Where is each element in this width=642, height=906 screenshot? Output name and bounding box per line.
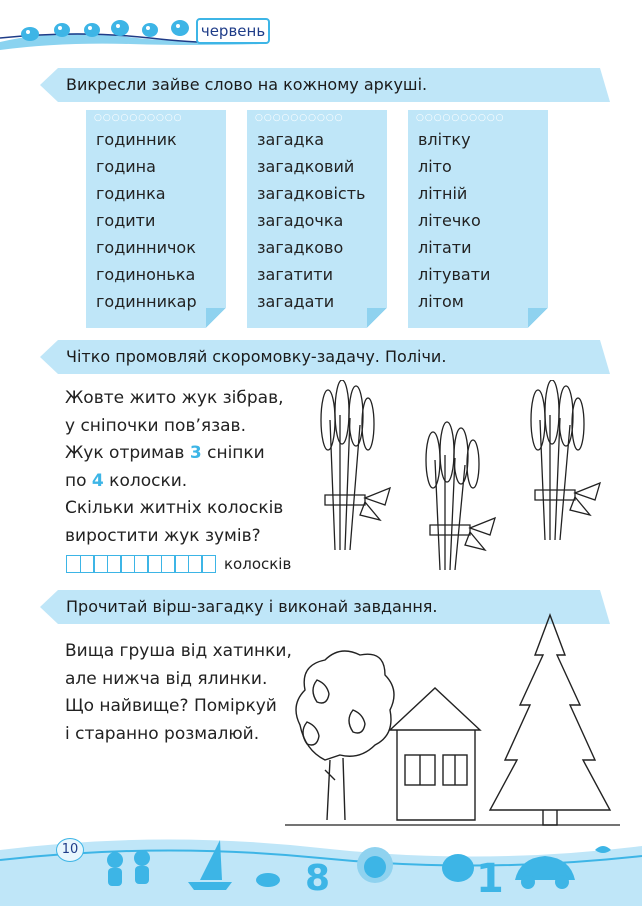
wheat-sheaves-illustration xyxy=(290,380,620,580)
number-one-icon: 1 xyxy=(476,856,504,902)
word-sheet-2 xyxy=(247,110,387,328)
list-item[interactable]: влітку xyxy=(418,130,471,149)
poem-line: і старанно розмалюй. xyxy=(65,723,260,744)
page-curl-icon xyxy=(367,308,387,328)
poem-line: Що найвище? Поміркуй xyxy=(65,696,277,716)
sheet-holes-icon: ○○○○○○○○○○ xyxy=(94,113,183,123)
answer-unit-label: колосків xyxy=(224,555,292,573)
poem-line: у сніпочки пов’язав. xyxy=(65,415,246,436)
number-eight-icon: 8 xyxy=(305,858,331,899)
poem-line: Скільки житніх колосків xyxy=(65,498,284,518)
list-item[interactable]: година xyxy=(96,157,156,176)
list-item[interactable]: годинонька xyxy=(96,265,196,284)
coloring-illustration xyxy=(285,610,620,830)
tongue-twister-text xyxy=(65,385,284,550)
list-item[interactable]: годинникар xyxy=(96,292,197,311)
wheat-sheaf-icon xyxy=(321,380,390,550)
list-item[interactable]: годинка xyxy=(96,184,166,203)
word-sheet-1 xyxy=(86,110,226,328)
footer-decoration xyxy=(0,820,642,906)
poem-line: по 4 колоски. xyxy=(65,470,188,491)
list-item[interactable]: загадочка xyxy=(257,211,344,230)
list-item[interactable]: загадка xyxy=(257,130,325,149)
sheet-holes-icon: ○○○○○○○○○○ xyxy=(416,113,505,123)
list-item[interactable]: загадати xyxy=(257,292,335,311)
header-decoration xyxy=(0,0,642,60)
house-icon[interactable] xyxy=(390,688,480,820)
elephant-icon xyxy=(442,854,474,882)
wheat-sheaf-icon xyxy=(426,422,495,570)
list-item[interactable]: годинник xyxy=(96,130,177,149)
list-item[interactable]: літувати xyxy=(418,265,491,284)
page-curl-icon xyxy=(206,308,226,328)
answer-input-cells[interactable] xyxy=(66,555,215,573)
task1-instruction: Викресли зайве слово на кожному аркуші. xyxy=(66,75,428,94)
list-item[interactable]: літній xyxy=(418,184,468,203)
list-item[interactable]: годинничок xyxy=(96,238,196,257)
crab-icon xyxy=(256,873,280,887)
list-item[interactable]: загатити xyxy=(257,265,333,284)
task1-instruction-banner xyxy=(40,68,610,102)
poem-line: Вища груша від хатинки, xyxy=(65,641,292,661)
riddle-poem-text xyxy=(65,638,292,748)
number-highlight: 4 xyxy=(91,470,104,491)
child-icon xyxy=(107,852,123,868)
list-item[interactable]: літати xyxy=(418,238,472,257)
poem-line: Жовте жито жук зібрав, xyxy=(65,388,284,408)
list-item[interactable]: загадково xyxy=(257,238,344,257)
poem-line: Жук отримав 3 сніпки xyxy=(65,443,265,463)
sheet-holes-icon: ○○○○○○○○○○ xyxy=(255,113,344,123)
list-item[interactable]: загадковий xyxy=(257,157,355,176)
list-item[interactable]: годити xyxy=(96,211,156,230)
task2-instruction: Чітко промовляй скоромовку-задачу. Полічи. xyxy=(66,347,447,366)
list-item[interactable]: літо xyxy=(418,157,452,176)
number-highlight: 3 xyxy=(189,443,202,463)
pear-tree-icon[interactable] xyxy=(296,651,394,820)
poem-line: але нижча від ялинки. xyxy=(65,668,268,689)
list-item[interactable]: загадковість xyxy=(257,184,366,203)
page-curl-icon xyxy=(528,308,548,328)
page-number: 10 xyxy=(56,838,84,862)
word-sheet-3 xyxy=(408,110,548,328)
month-label: червень xyxy=(196,18,270,44)
task3-instruction: Прочитай вірш-загадку і виконай завдання. xyxy=(66,597,438,616)
poem-line: виростити жук зумів? xyxy=(65,525,261,546)
list-item[interactable]: літечко xyxy=(418,211,481,230)
child-icon xyxy=(134,850,150,866)
fir-tree-icon[interactable] xyxy=(490,615,610,825)
list-item[interactable]: літом xyxy=(418,292,464,311)
wheat-sheaf-icon xyxy=(531,380,600,540)
task2-instruction-banner xyxy=(40,340,610,374)
